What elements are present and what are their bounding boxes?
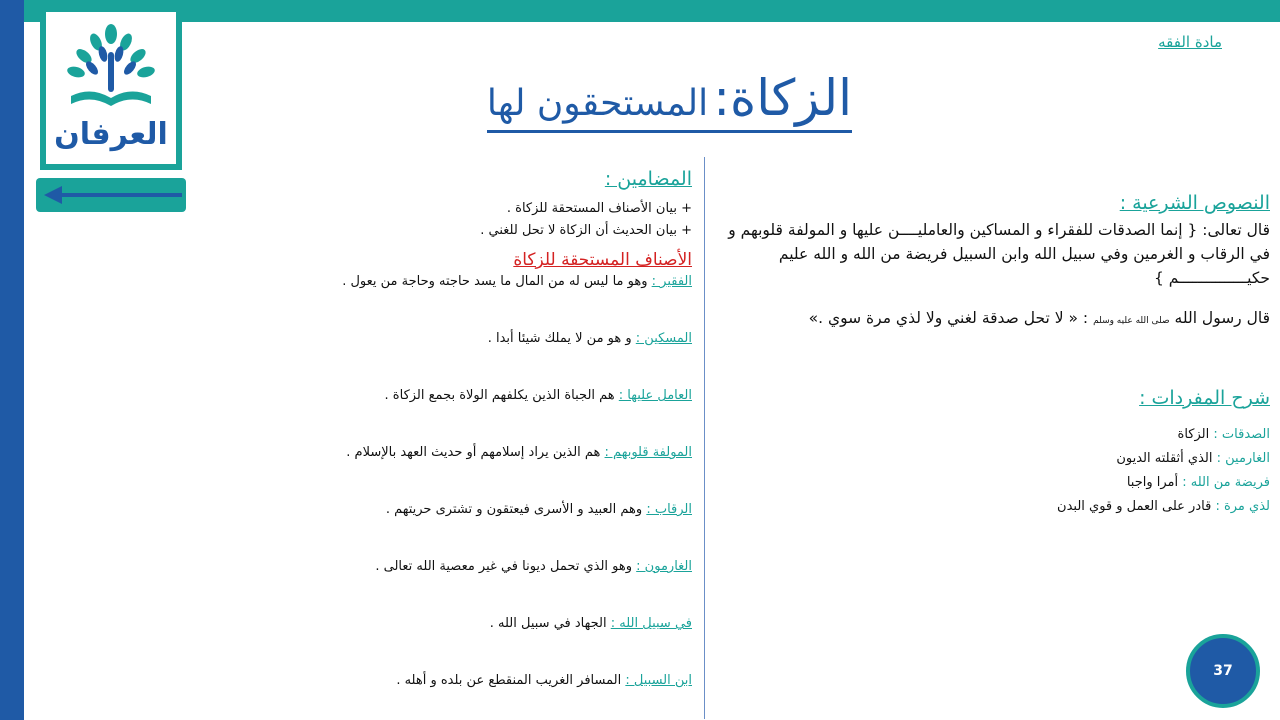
hadith-text: : « لا تحل صدقة لغني ولا لذي مرة سوي .» <box>808 309 1089 327</box>
vocab-item <box>716 495 1270 519</box>
category-definition: وهو ما ليس له من المال ما يسد حاجته وحاجة من يعول . <box>342 274 648 289</box>
title-sub: المستحقون لها <box>486 83 709 124</box>
left-accent-bar <box>0 0 24 720</box>
category-item <box>236 502 692 559</box>
vocab-meaning: الذي أثقلته الديون <box>1116 451 1213 466</box>
category-item <box>236 331 692 388</box>
category-term[interactable]: المولفة قلوبهم : <box>604 445 692 460</box>
vocab-meaning: قادر على العمل و قوي البدن <box>1057 499 1212 514</box>
vocab-item <box>716 447 1270 471</box>
back-button[interactable] <box>36 178 186 212</box>
categories-list <box>236 274 692 703</box>
category-definition: هم الذين يراد إسلامهم أو حديث العهد بالإسلام . <box>346 445 601 460</box>
category-item <box>236 616 692 673</box>
column-divider <box>704 157 705 719</box>
right-column <box>716 192 1270 519</box>
category-item <box>236 673 692 703</box>
vocab-meaning: أمرا واجبا <box>1126 475 1179 490</box>
category-item <box>236 559 692 616</box>
category-term[interactable]: المسكين : <box>635 331 692 346</box>
vocab-meaning: الزكاة <box>1177 427 1210 442</box>
vocab-heading: شرح المفردات : <box>1139 387 1270 409</box>
hadith <box>716 306 1270 333</box>
vocab-term: لذي مرة : <box>1215 499 1270 514</box>
category-definition: المسافر الغريب المنقطع عن بلده و أهله . <box>396 673 622 688</box>
category-definition: وهو الذي تحمل ديونا في غير معصية الله تعالى . <box>375 559 633 574</box>
subject-link[interactable]: مادة الفقه <box>1158 33 1222 51</box>
category-item <box>236 274 692 331</box>
vocab-term: فريضة من الله : <box>1182 475 1270 490</box>
category-term[interactable]: في سبيل الله : <box>610 616 692 631</box>
contents-heading: المضامين : <box>604 168 692 190</box>
category-term[interactable]: الغارمون : <box>636 559 692 574</box>
vocab-item <box>716 423 1270 447</box>
category-definition: الجهاد في سبيل الله . <box>489 616 607 631</box>
category-definition: و هو من لا يملك شيئا أبدا . <box>487 331 632 346</box>
vocab-term: الغارمين : <box>1216 451 1270 466</box>
page-title <box>487 70 852 133</box>
vocab-term: الصدقات : <box>1213 427 1270 442</box>
category-term[interactable]: الرقاب : <box>646 502 692 517</box>
hadith-intro: قال رسول الله <box>1174 309 1270 327</box>
category-item <box>236 445 692 502</box>
logo-text: العرفان <box>54 117 168 152</box>
category-definition: هم الجباة الذين يكلفهم الولاة بجمع الزكاة . <box>384 388 615 403</box>
category-definition: وهم العبيد و الأسرى فيعتقون و تشترى حريتهم . <box>385 502 643 517</box>
tree-book-logo-icon <box>46 12 176 164</box>
logo <box>40 6 182 170</box>
category-term[interactable]: ابن السبيل : <box>625 673 692 688</box>
left-column <box>236 168 692 703</box>
category-term[interactable]: الفقير : <box>651 274 692 289</box>
title-main: الزكاة: <box>713 69 852 127</box>
vocab-item <box>716 471 1270 495</box>
contents-item: + بيان الحديث أن الزكاة لا تحل للغني . <box>480 223 692 238</box>
vocab-list <box>716 423 1270 519</box>
top-accent-bar <box>0 0 1280 22</box>
categories-heading: الأصناف المستحقة للزكاة <box>513 250 692 270</box>
category-item <box>236 388 692 445</box>
hadith-salutation: صلى الله عليه وسلم <box>1093 316 1170 326</box>
quran-verse: قال تعالى: { إنما الصدقات للفقراء و المساكين والعامليــــن عليها و المولفة قلوبهم و في الرقاب و الغرمين وفي سبيل الله وابن السبيل فريضة من الله و الله عليم حكيـــــــــــــــم } <box>728 221 1270 287</box>
page-number-badge: 37 <box>1186 634 1260 708</box>
contents-item: + بيان الأصناف المستحقة للزكاة . <box>506 201 692 216</box>
category-term[interactable]: العامل عليها : <box>618 388 692 403</box>
legal-texts-heading: النصوص الشرعية : <box>1119 192 1270 214</box>
arrow-left-icon <box>36 178 186 212</box>
